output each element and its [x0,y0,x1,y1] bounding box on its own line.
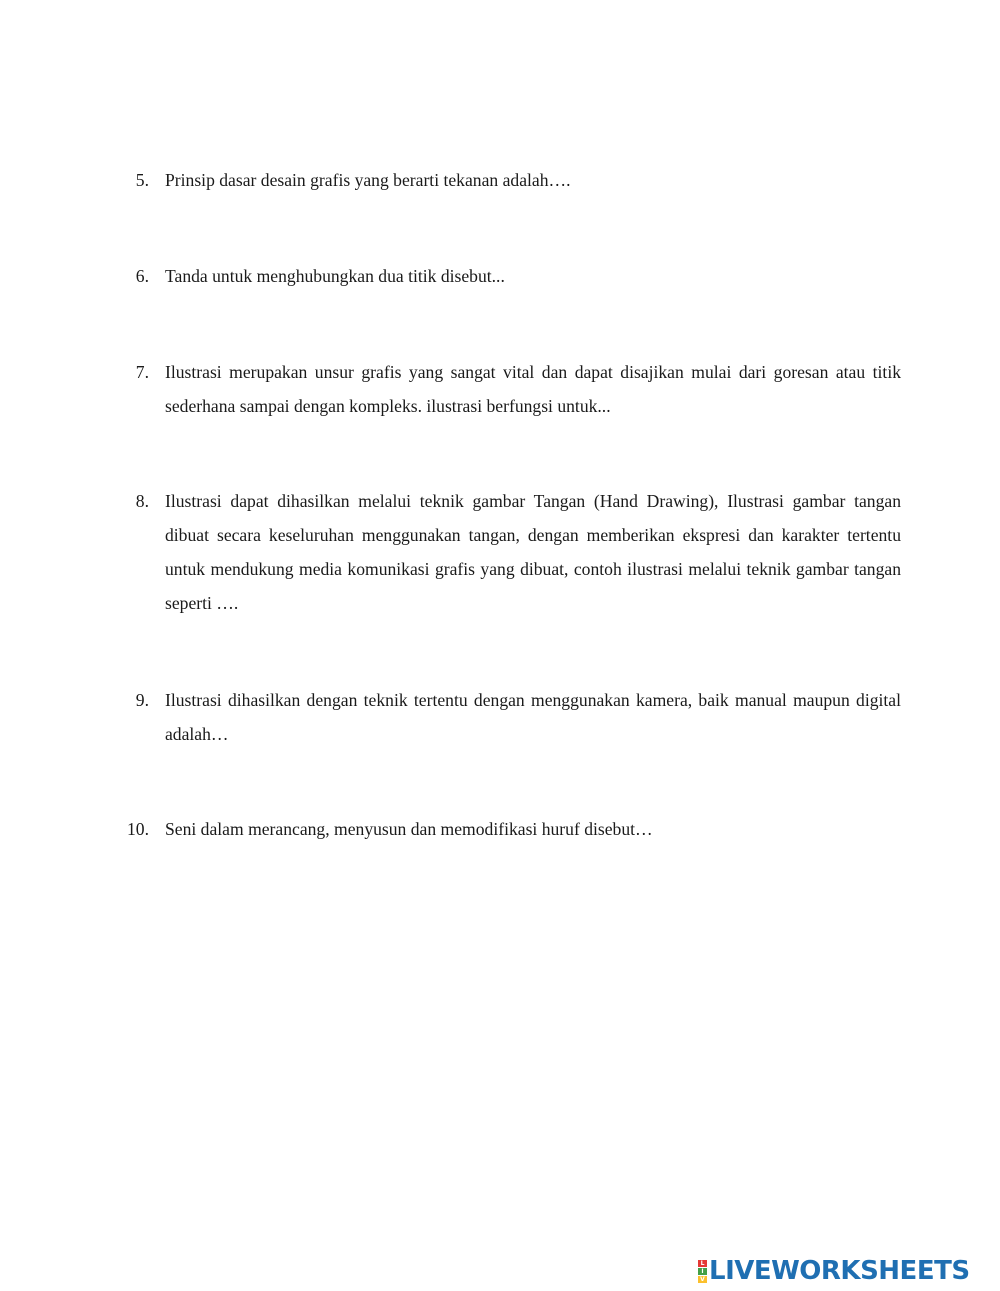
question-number: 6. [135,266,149,286]
logo-mark-letter: I [698,1268,707,1275]
liveworksheets-logo [698,1256,970,1286]
question-number: 7. [135,362,149,382]
liveworksheets-mark-icon [698,1260,707,1283]
question-number: 5. [135,170,149,190]
question-text: Prinsip dasar desain grafis yang berarti tekanan adalah…. [165,170,571,190]
question-text: Ilustrasi dihasilkan dengan teknik tertentu dengan menggunakan kamera, baik manual maupun digital adalah… [165,690,901,744]
logo-text: LIVEWORKSHEETS [709,1256,970,1286]
logo-mark-letter: L [698,1260,707,1267]
question-text: Ilustrasi merupakan unsur grafis yang sangat vital dan dapat disajikan mulai dari goresan atau titik sederhana sampai dengan kompleks. ilustrasi berfungsi untuk... [165,362,901,416]
question-text: Seni dalam merancang, menyusun dan memodifikasi huruf disebut… [165,819,653,839]
question-text: Tanda untuk menghubungkan dua titik disebut... [165,266,505,286]
question-number: 8. [135,491,149,511]
question-number: 9. [135,690,149,710]
logo-mark-letter: V [698,1276,707,1283]
question-number: 10. [127,819,149,839]
question-text: Ilustrasi dapat dihasilkan melalui teknik gambar Tangan (Hand Drawing), Ilustrasi gambar tangan dibuat secara keseluruhan menggunakan tangan, dengan memberikan ekspresi dan karakter tertentu untuk mendukung media komunikasi grafis yang dibuat, contoh ilustrasi melalui teknik gambar tangan seperti …. [165,491,901,613]
